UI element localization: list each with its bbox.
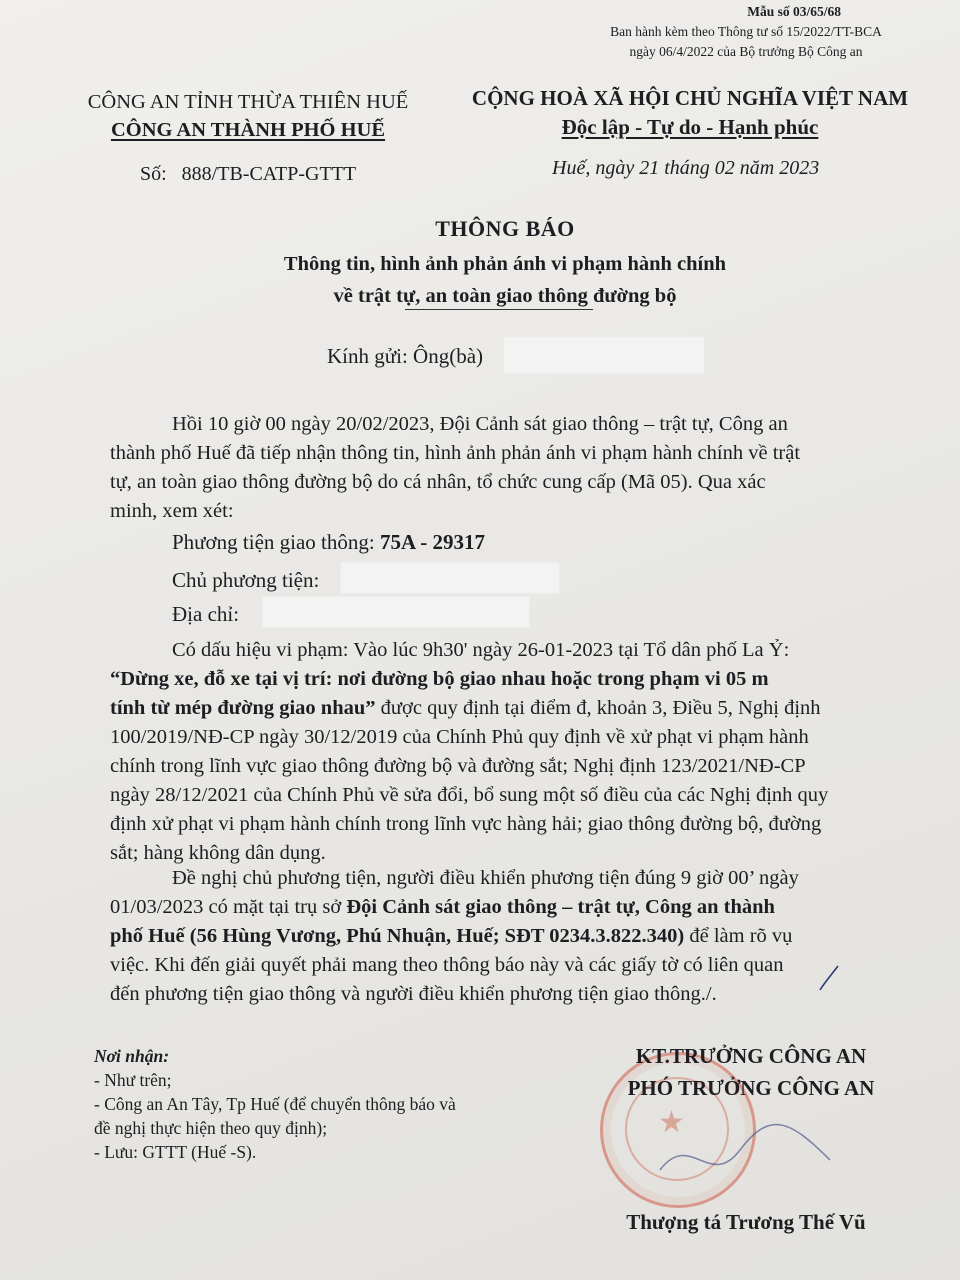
form-ref-line1: Ban hành kèm theo Thông tư số 15/2022/TT-BCA — [610, 24, 882, 39]
signer-name: Thượng tá Trương Thế Vũ — [626, 1210, 866, 1234]
request-line: việc. Khi đến giải quyết phải mang theo thông báo này và các giấy tờ có liên quan — [110, 954, 784, 976]
request-line: Đề nghị chủ phương tiện, người điều khiển phương tiện đúng 9 giờ 00’ ngày — [172, 867, 799, 889]
dateline: Huế, ngày 21 tháng 02 năm 2023 — [552, 157, 820, 179]
seal-star-icon: ★ — [658, 1106, 685, 1139]
recipients-heading: Nơi nhận: — [94, 1046, 170, 1066]
nation-name: CỘNG HOÀ XÃ HỘI CHỦ NGHĨA VIỆT NAM — [471, 86, 909, 110]
request-unit: Đội Cảnh sát giao thông – trật tự, Công an thành — [346, 896, 775, 918]
issuing-agency — [58, 88, 438, 144]
violation-line: chính trong lĩnh vực giao thông đường bộ và đường sắt; Nghị định 123/2021/NĐ-CP — [110, 755, 806, 777]
nation-motto: Độc lập - Tự do - Hạnh phúc — [561, 115, 819, 139]
document-number: Số: 888/TB-CATP-GTTT — [140, 163, 357, 185]
recipient-item: - Lưu: GTTT (Huế -S). — [94, 1142, 257, 1162]
license-plate: 75A - 29317 — [379, 530, 485, 554]
violation-line: định xử phạt vi phạm hành chính trong lĩnh vực hàng hải; giao thông đường bộ, đường — [110, 813, 822, 835]
intro-line: minh, xem xét: — [110, 500, 234, 522]
agency-name: CÔNG AN THÀNH PHỐ HUẾ — [110, 119, 386, 141]
document-title: THÔNG BÁO — [435, 216, 575, 241]
agency-parent: CÔNG AN TỈNH THỪA THIÊN HUẾ — [87, 91, 409, 113]
request-line: để làm rõ vụ — [684, 925, 793, 947]
recipients-block — [94, 1044, 456, 1164]
recipient-item: đề nghị thực hiện theo quy định); — [94, 1118, 328, 1138]
document-subtitle — [0, 248, 960, 312]
request-line: đến phương tiện giao thông và người điều khiển phương tiện giao thông./. — [110, 983, 717, 1005]
redacted-address — [262, 596, 530, 628]
recipient-item: - Như trên; — [94, 1070, 172, 1090]
sign-title: PHÓ TRƯỞNG CÔNG AN — [627, 1076, 875, 1100]
national-header — [440, 84, 940, 142]
violation-line: ngày 28/12/2021 của Chính Phủ về sửa đổi, bổ sung một số điều của các Nghị định quy — [110, 784, 829, 806]
intro-line: thành phố Huế đã tiếp nhận thông tin, hình ảnh phản ánh vi phạm hành chính về trật — [110, 442, 801, 464]
intro-line: Hồi 10 giờ 00 ngày 20/02/2023, Đội Cảnh sát giao thông – trật tự, Công an — [172, 413, 788, 435]
subtitle-line1: Thông tin, hình ảnh phản ánh vi phạm hành chính — [283, 253, 727, 275]
vehicle-field — [172, 530, 485, 555]
redacted-owner — [340, 562, 560, 594]
violation-quote: “Dừng xe, đỗ xe tại vị trí: nơi đường bộ giao nhau hoặc trong phạm vi 05 m — [110, 668, 769, 690]
violation-line: Có dấu hiệu vi phạm: Vào lúc 9h30' ngày 26-01-2023 tại Tổ dân phố La Ỷ: — [172, 639, 790, 661]
intro-paragraph — [110, 410, 910, 526]
request-line: 01/03/2023 có mặt tại trụ sở — [110, 896, 347, 918]
violation-quote-end: tính từ mép đường giao nhau” — [110, 697, 376, 719]
redacted-name — [503, 336, 705, 374]
handwritten-tick-icon — [780, 960, 840, 1000]
violation-line: 100/2019/NĐ-CP ngày 30/12/2019 của Chính Phủ quy định về xử phạt vi phạm hành — [110, 726, 809, 748]
address-label: Địa chỉ: — [172, 602, 240, 626]
violation-line: được quy định tại điểm đ, khoản 3, Điều 5, Nghị định — [375, 697, 821, 719]
signature-block — [586, 1040, 916, 1104]
violation-line: sắt; hàng không dân dụng. — [110, 842, 326, 864]
owner-label: Chủ phương tiện: — [172, 568, 320, 592]
signature-scribble-icon — [650, 1110, 850, 1200]
salutation: Kính gửi: Ông(bà) — [327, 344, 484, 368]
sign-authority: KT.TRƯỞNG CÔNG AN — [635, 1044, 867, 1068]
form-ref-line2: ngày 06/4/2022 của Bộ trưởng Bộ Công an — [629, 44, 863, 59]
vehicle-label: Phương tiện giao thông: — [172, 530, 380, 554]
form-code: Mẫu số 03/65/68 — [747, 4, 841, 19]
form-reference — [596, 2, 896, 62]
intro-line: tự, an toàn giao thông đường bộ do cá nhân, tổ chức cung cấp (Mã 05). Qua xác — [110, 471, 766, 493]
subtitle-line2: về trật tự, an toàn giao thông đường bộ — [333, 285, 677, 307]
request-address: phố Huế (56 Hùng Vương, Phú Nhuận, Huế; SĐT 0234.3.822.340) — [110, 925, 685, 947]
violation-paragraph — [110, 636, 910, 868]
subtitle-underline — [405, 309, 593, 310]
recipient-item: - Công an An Tây, Tp Huế (để chuyển thông báo và — [94, 1094, 456, 1114]
